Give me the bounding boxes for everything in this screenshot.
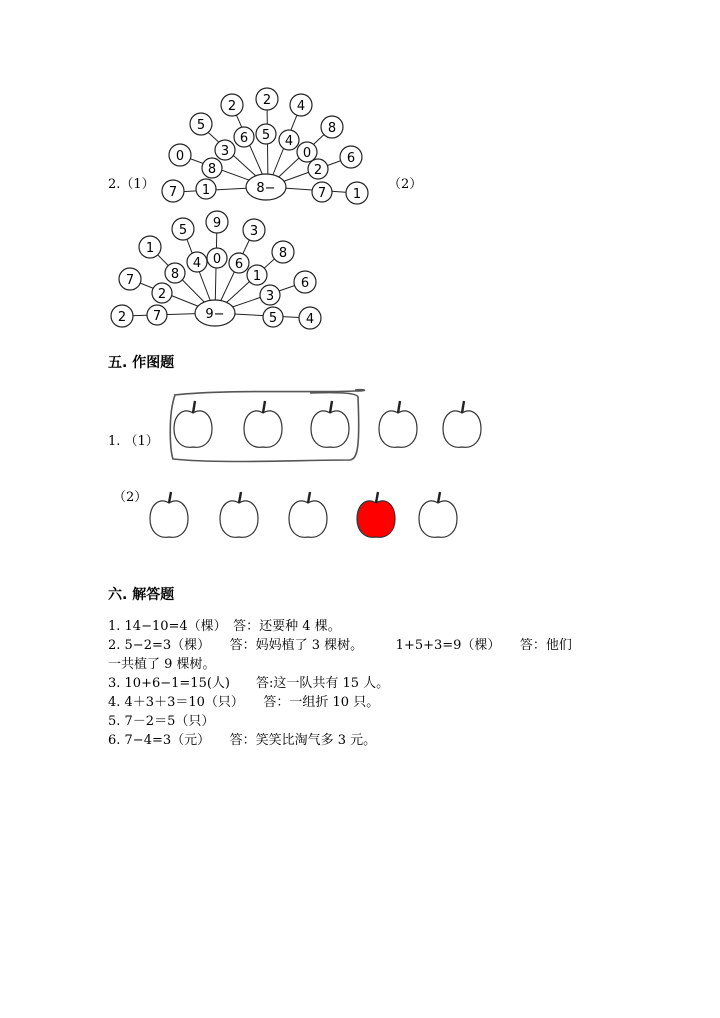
fan1-inner-2: 3 [220, 144, 230, 159]
fan2-inner-6: 1 [252, 269, 262, 284]
fan1-inner-1: 8 [207, 162, 217, 177]
apple-icon [174, 411, 212, 447]
s5-q1-label: 1. （1） [108, 434, 159, 449]
fan1-inner-4: 5 [261, 128, 271, 143]
answer-1: 1. 14−10=4（棵） 答：还要种 4 棵。 [108, 619, 341, 634]
fan-diagram-8 [150, 82, 390, 212]
fan2-circle-5: 3 [249, 224, 259, 239]
fan2-inner-1: 2 [157, 287, 167, 302]
fan2-center: 9− [205, 307, 225, 322]
answer-5: 5. 7－2＝5（只） [108, 714, 215, 729]
fan1-circle-2: 5 [196, 118, 206, 133]
fan2-inner-7: 3 [265, 289, 275, 304]
fan2-circle-7: 6 [300, 276, 310, 291]
apple-row-2 [145, 485, 475, 550]
fan1-circle-9: 7 [317, 186, 327, 201]
fan1-inner-3: 6 [239, 131, 249, 146]
fan2-inner-5: 6 [234, 257, 244, 272]
red-apple-icon [357, 501, 395, 537]
fan2-inner-4: 0 [212, 252, 222, 267]
fan1-inner-7: 2 [313, 163, 323, 178]
fan1-circle-6: 8 [327, 121, 337, 136]
answer-2: 2. 5−2=3（棵） 答：妈妈植了 3 棵树。 1+5+3=9（棵） 答：他们 [108, 638, 572, 653]
fan1-inner-0: 1 [201, 183, 211, 198]
fan1-inner-5: 4 [284, 134, 294, 149]
apple-row-1 [160, 385, 500, 475]
section6-heading: 六. 解答题 [108, 587, 175, 603]
fan2-circle-0: 2 [117, 310, 127, 325]
fan2-circle-2: 1 [145, 241, 155, 256]
fan1-circle-0: 7 [168, 185, 178, 200]
fan1-circle-1: 0 [175, 149, 185, 164]
fan2-circle-3: 5 [178, 223, 188, 238]
fan2-inner-0: 7 [152, 309, 162, 324]
fan2-circle-4: 9 [212, 216, 222, 231]
answer-6: 6. 7−4=3（元） 答：笑笑比淘气多 3 元。 [108, 733, 377, 748]
fan2-circle-8: 4 [305, 312, 315, 327]
fan1-circle-7: 6 [346, 151, 356, 166]
fan2-circle-1: 7 [125, 273, 135, 288]
fan1-inner-6: 0 [302, 146, 312, 161]
apple-icon [443, 411, 481, 447]
apple-icon [150, 501, 188, 537]
fan2-inner-8: 5 [268, 311, 278, 326]
answer-4: 4. 4＋3＋3＝10（只） 答：一组折 10 只。 [108, 695, 380, 710]
answer-2-cont: 一共植了 9 棵树。 [108, 657, 216, 672]
apple-icon [419, 501, 457, 537]
apple-icon [311, 411, 349, 447]
s5-q2-label: （2） [113, 490, 148, 505]
fan1-circle-3: 2 [227, 99, 237, 114]
answer-3: 3. 10+6−1=15(人) 答:这一队共有 15 人。 [108, 676, 390, 691]
fan2-circle-6: 8 [278, 246, 288, 261]
fan1-circle-5: 4 [296, 99, 306, 114]
apple-icon [379, 411, 417, 447]
apple-icon [289, 501, 327, 537]
fan2-inner-2: 8 [170, 267, 180, 282]
apple-icon [244, 411, 282, 447]
fan1-center: 8− [256, 181, 276, 196]
fan1-circle-8: 1 [352, 187, 362, 202]
fan-diagram-9 [105, 205, 335, 340]
apple-icon [220, 501, 258, 537]
section5-heading: 五. 作图题 [108, 355, 175, 371]
fan1-circle-4: 2 [262, 93, 272, 108]
fan2-inner-3: 4 [192, 256, 202, 271]
q2-label-1: 2.（1） [108, 177, 155, 192]
answers-list [108, 617, 608, 750]
q2-label-2: （2） [388, 177, 423, 192]
